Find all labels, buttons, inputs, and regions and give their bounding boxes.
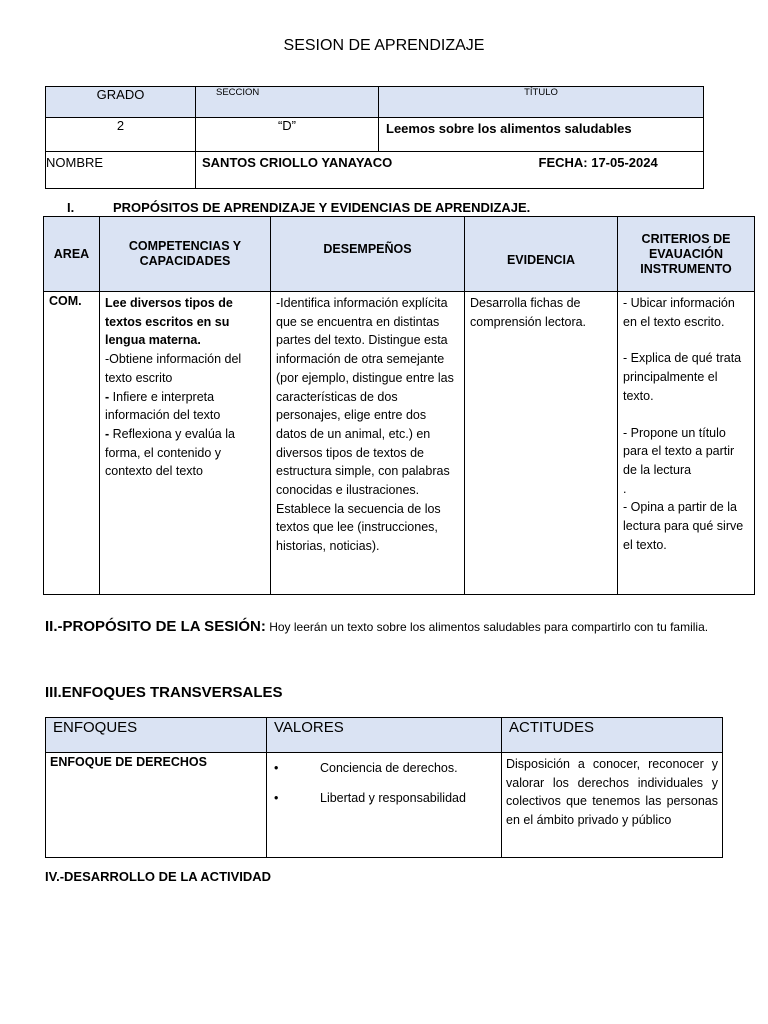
section-4-heading: IV.-DESARROLLO DE LA ACTIVIDAD [45, 869, 272, 884]
grado-label: GRADO [46, 87, 196, 118]
purposes-table [43, 216, 755, 595]
actitud-value: Disposición a conocer, reconocer y valorar los derechos individuales y colectivos que tenemos las personas en el ámbito privado y público [502, 753, 723, 858]
info-header-row [46, 87, 704, 118]
titulo-label: TÍTULO [379, 87, 704, 118]
criterio-4: - Opina a partir de la lectura para qué sirve el texto. [623, 500, 744, 552]
document-title: SESION DE APRENDIZAJE [283, 37, 485, 54]
criterios-cell [618, 292, 755, 595]
capacidad-3-mark: - [105, 426, 110, 441]
header-competencias: COMPETENCIAS Y CAPACIDADES [100, 217, 271, 292]
valor-item-1 [271, 761, 497, 775]
competencia-title: Lee diversos tipos de textos escritos en su lengua materna. [105, 296, 233, 348]
seccion-label: SECCION [196, 87, 379, 118]
capacidad-2 [105, 388, 265, 425]
header-area: AREA [44, 217, 100, 292]
header-enfoques: ENFOQUES [46, 718, 267, 753]
header-valores: VALORES [267, 718, 502, 753]
section-2 [45, 616, 725, 638]
bullet-1: • [274, 761, 279, 775]
capacidad-2-text: Infiere e interpreta información del texto [105, 389, 221, 423]
info-values-row [46, 118, 704, 152]
valores-cell [267, 753, 502, 858]
info-name-row [46, 152, 704, 189]
section-1-heading [67, 200, 530, 215]
header-criterios: CRITERIOS DE EVAUACIÓN INSTRUMENTO [618, 217, 755, 292]
criterio-2: - Explica de qué trata principalmente el texto. [623, 351, 742, 403]
enfoque-value: ENFOQUE DE DERECHOS [46, 753, 267, 858]
capacidad-1: -Obtiene información del texto escrito [105, 352, 242, 385]
valor-item-2 [271, 791, 497, 805]
section-3-heading: III.ENFOQUES TRANSVERSALES [45, 684, 283, 701]
enfoques-header-row [46, 718, 723, 753]
criterio-dot: . [623, 481, 627, 496]
section-2-text: Hoy leerán un texto sobre los alimentos saludables para compartirlo con tu familia. [265, 620, 709, 634]
purposes-header-row [44, 217, 755, 292]
grado-value: 2 [46, 118, 196, 152]
nombre-label: NOMBRE [46, 152, 196, 189]
nombre-cell [196, 152, 704, 189]
section-1-title: PROPÓSITOS DE APRENDIZAJE Y EVIDENCIAS DE APRENDIZAJE. [113, 200, 531, 215]
header-evidencia: EVIDENCIA [465, 217, 618, 292]
header-desempenos: DESEMPEÑOS [271, 217, 465, 292]
competencias-cell [100, 292, 271, 595]
enfoques-row [46, 753, 723, 858]
valor-1: Conciencia de derechos. [320, 761, 458, 775]
section-2-label: II.-PROPÓSITO DE LA SESIÓN: [45, 618, 266, 635]
titulo-value: Leemos sobre los alimentos saludables [379, 118, 704, 152]
nombre-value: SANTOS CRIOLLO YANAYACO [202, 155, 393, 170]
capacidad-3 [105, 425, 265, 481]
section-1-number: I. [67, 200, 75, 215]
enfoques-table [45, 717, 723, 858]
area-value: COM. [44, 292, 100, 595]
info-table [45, 86, 704, 189]
criterio-3: - Propone un título para el texto a partir de la lectura [623, 425, 735, 477]
valor-2: Libertad y responsabilidad [320, 791, 466, 805]
purposes-row [44, 292, 755, 595]
capacidad-2-mark: - [105, 389, 110, 404]
header-actitudes: ACTITUDES [502, 718, 723, 753]
evidencia-cell: Desarrolla fichas de comprensión lectora. [465, 292, 618, 595]
criterio-1: - Ubicar información en el texto escrito. [623, 296, 735, 329]
seccion-value: “D” [196, 118, 379, 152]
fecha-value: FECHA: 17-05-2024 [538, 155, 658, 170]
desempeno-cell: -Identifica información explícita que se encuentra en distintas partes del texto. Distingue esta información de otra semejante (por ejemplo, distingue entre las características de dos personajes, elige entre dos datos de un animal, etc.) en diversos tipos de textos de estructura simple, con palabras conocidas e ilustraciones. Establece la secuencia de los textos que lee (instrucciones, historias, noticias). [271, 292, 465, 595]
capacidad-3-text: Reflexiona y evalúa la forma, el contenido y contexto del texto [105, 426, 235, 479]
bullet-2: • [274, 791, 279, 805]
